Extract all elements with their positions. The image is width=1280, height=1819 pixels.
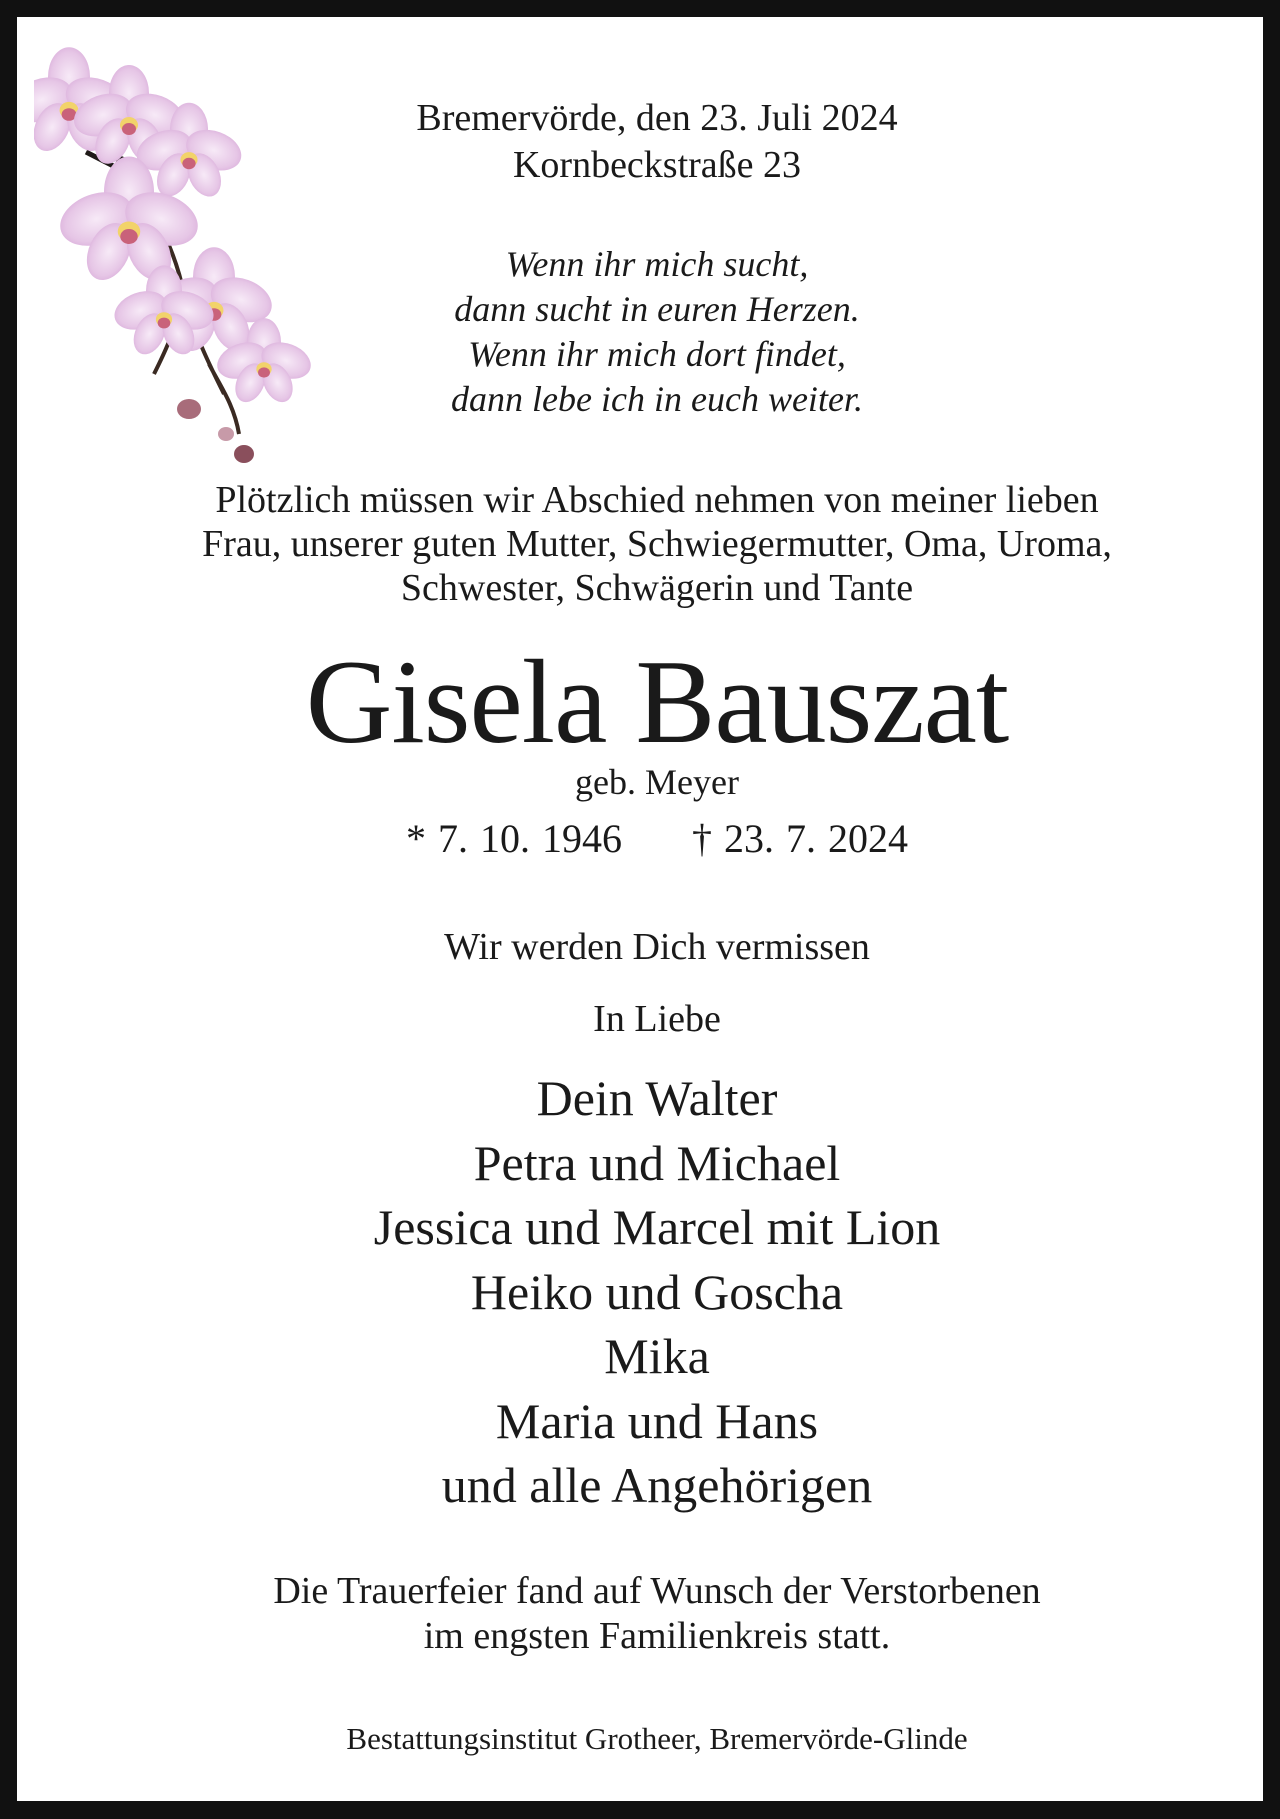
poem-line: Wenn ihr mich dort findet,: [468, 334, 846, 374]
deceased-name: Gisela Bauszat: [305, 635, 1009, 768]
mourner: Maria und Hans: [495, 1392, 819, 1449]
poem: [17, 242, 1280, 422]
miss-line: Wir werden Dich vermissen: [444, 926, 870, 968]
poem-line: dann sucht in euren Herzen.: [454, 289, 860, 329]
address: Kornbeckstraße 23: [512, 144, 802, 186]
header: [17, 95, 1280, 189]
intro-line: Schwester, Schwägerin und Tante: [400, 567, 914, 609]
mourner: Heiko und Goscha: [470, 1263, 844, 1320]
mourner: und alle Angehörigen: [441, 1457, 873, 1513]
mourner: Jessica und Marcel mit Lion: [373, 1199, 941, 1255]
intro-line: Plötzlich müssen wir Abschied nehmen von meiner lieben: [215, 479, 1099, 521]
death-date: † 23. 7. 2024: [692, 816, 908, 861]
place-date: Bremervörde, den 23. Juli 2024: [416, 97, 898, 139]
birth-date: * 7. 10. 1946: [406, 816, 622, 861]
maiden-name: geb. Meyer: [575, 762, 739, 802]
undertaker: Bestattungsinstitut Grotheer, Bremervörde-Glinde: [346, 1721, 968, 1756]
mourner: Mika: [604, 1328, 710, 1384]
poem-line: Wenn ihr mich sucht,: [505, 244, 809, 284]
poem-line: dann lebe ich in euch weiter.: [451, 379, 863, 419]
mourner: Petra und Michael: [473, 1134, 841, 1191]
mourner: Dein Walter: [536, 1070, 778, 1126]
mourners-list: [17, 1066, 1280, 1518]
love-line: In Liebe: [593, 998, 721, 1040]
ceremony-note: [17, 1569, 1280, 1659]
ceremony-line: im engsten Familienkreis statt.: [423, 1615, 891, 1657]
intro-line: Frau, unserer guten Mutter, Schwiegermutter, Oma, Uroma,: [202, 523, 1112, 565]
ceremony-line: Die Trauerfeier fand auf Wunsch der Verstorbenen: [273, 1570, 1041, 1612]
intro-text: [17, 478, 1280, 610]
life-dates: [17, 814, 1280, 864]
